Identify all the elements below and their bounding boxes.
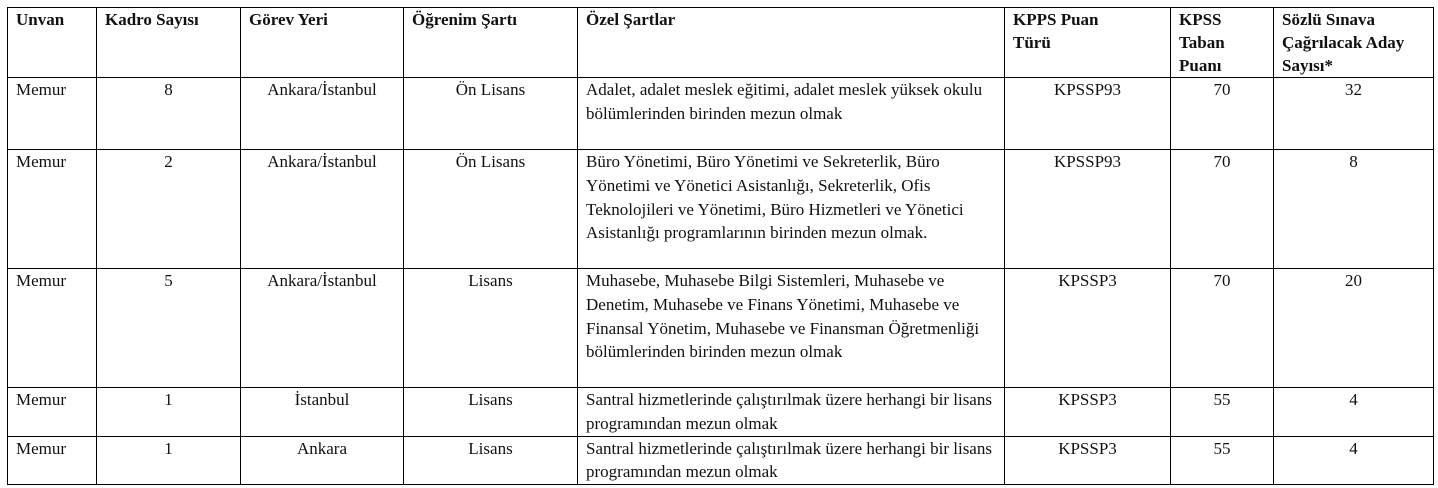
cell-kpss-puan-turu: KPSSP93 <box>1005 150 1171 269</box>
cell-kpss-puan-turu: KPSSP93 <box>1005 78 1171 150</box>
cell-unvan: Memur <box>8 150 97 269</box>
header-kpss-puan-turu: KPPS Puan Türü <box>1005 8 1171 78</box>
cell-kpss-taban-puani: 70 <box>1171 269 1274 388</box>
cell-unvan: Memur <box>8 388 97 437</box>
cell-unvan: Memur <box>8 436 97 485</box>
cell-kadro-sayisi: 1 <box>97 388 241 437</box>
cell-sozlu-aday-sayisi: 4 <box>1274 388 1434 437</box>
cell-sozlu-aday-sayisi: 20 <box>1274 269 1434 388</box>
cell-kpss-puan-turu: KPSSP3 <box>1005 388 1171 437</box>
cell-sozlu-aday-sayisi: 4 <box>1274 436 1434 485</box>
cell-gorev-yeri: İstanbul <box>241 388 404 437</box>
table-row <box>8 269 1434 388</box>
cell-kadro-sayisi: 8 <box>97 78 241 150</box>
header-ogrenim-sarti: Öğrenim Şartı <box>404 8 578 78</box>
cell-sozlu-aday-sayisi: 8 <box>1274 150 1434 269</box>
cell-ogrenim-sarti: Lisans <box>404 388 578 437</box>
cell-gorev-yeri: Ankara <box>241 436 404 485</box>
cell-unvan: Memur <box>8 78 97 150</box>
header-ozel-sartlar: Özel Şartlar <box>578 8 1005 78</box>
cell-kpss-taban-puani: 70 <box>1171 150 1274 269</box>
cell-kpss-puan-turu: KPSSP3 <box>1005 269 1171 388</box>
header-kadro-sayisi: Kadro Sayısı <box>97 8 241 78</box>
header-gorev-yeri: Görev Yeri <box>241 8 404 78</box>
cell-kadro-sayisi: 2 <box>97 150 241 269</box>
cell-ozel-sartlar: Santral hizmetlerinde çalıştırılmak üzere herhangi bir lisans programından mezun olmak <box>578 388 1005 437</box>
cell-sozlu-aday-sayisi: 32 <box>1274 78 1434 150</box>
kadro-table <box>7 7 1434 485</box>
cell-unvan: Memur <box>8 269 97 388</box>
cell-ozel-sartlar: Büro Yönetimi, Büro Yönetimi ve Sekreterlik, Büro Yönetimi ve Yönetici Asistanlığı, Sekreterlik, Ofis Teknolojileri ve Yönetimi, Büro Hizmetleri ve Yönetici Asistanlığı programlarının birinden mezun olmak. <box>578 150 1005 269</box>
cell-ozel-sartlar: Santral hizmetlerinde çalıştırılmak üzere herhangi bir lisans programından mezun olmak <box>578 436 1005 485</box>
cell-ogrenim-sarti: Lisans <box>404 436 578 485</box>
header-kpss-taban-puani: KPSS Taban Puanı <box>1171 8 1274 78</box>
header-row <box>8 8 1434 78</box>
table-row <box>8 388 1434 437</box>
table-row <box>8 78 1434 150</box>
table-row <box>8 150 1434 269</box>
cell-ogrenim-sarti: Ön Lisans <box>404 78 578 150</box>
cell-gorev-yeri: Ankara/İstanbul <box>241 150 404 269</box>
cell-kpss-taban-puani: 70 <box>1171 78 1274 150</box>
cell-kpss-taban-puani: 55 <box>1171 436 1274 485</box>
cell-ogrenim-sarti: Ön Lisans <box>404 150 578 269</box>
table-row <box>8 436 1434 485</box>
cell-ozel-sartlar: Muhasebe, Muhasebe Bilgi Sistemleri, Muhasebe ve Denetim, Muhasebe ve Finans Yönetimi, Muhasebe ve Finansal Yönetim, Muhasebe ve Finansman Öğretmenliği bölümlerinden birinden mezun olmak <box>578 269 1005 388</box>
cell-kadro-sayisi: 1 <box>97 436 241 485</box>
cell-gorev-yeri: Ankara/İstanbul <box>241 78 404 150</box>
cell-kadro-sayisi: 5 <box>97 269 241 388</box>
header-unvan: Unvan <box>8 8 97 78</box>
cell-ogrenim-sarti: Lisans <box>404 269 578 388</box>
header-sozlu-aday-sayisi: Sözlü Sınava Çağrılacak Aday Sayısı* <box>1274 8 1434 78</box>
cell-kpss-taban-puani: 55 <box>1171 388 1274 437</box>
cell-ozel-sartlar: Adalet, adalet meslek eğitimi, adalet meslek yüksek okulu bölümlerinden birinden mezun olmak <box>578 78 1005 150</box>
cell-gorev-yeri: Ankara/İstanbul <box>241 269 404 388</box>
cell-kpss-puan-turu: KPSSP3 <box>1005 436 1171 485</box>
